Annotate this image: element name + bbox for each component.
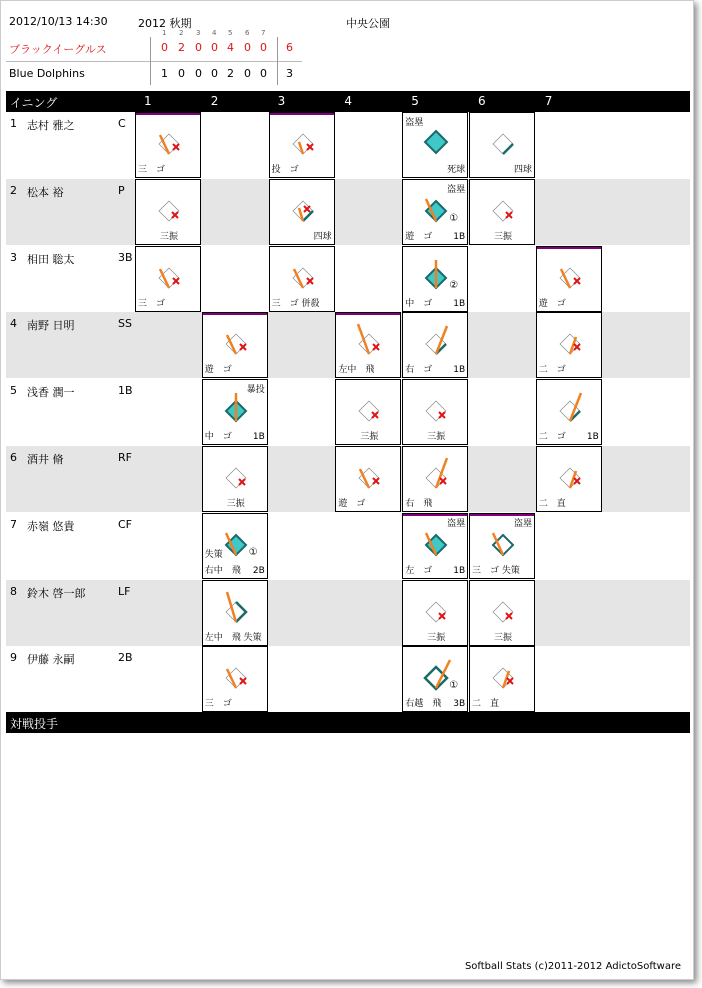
pitcher-header-bar bbox=[6, 712, 690, 733]
team-name: ブラックイーグルス bbox=[9, 43, 107, 56]
play-label: 失策 bbox=[204, 549, 223, 560]
batting-order: 4 bbox=[10, 317, 17, 331]
player-name[interactable]: 伊藤 永嗣 bbox=[27, 653, 75, 667]
play-label: 盗塁 bbox=[447, 518, 466, 529]
play-label: 二 直 bbox=[538, 499, 566, 509]
inning-runs: 2 bbox=[178, 41, 185, 54]
play-label: 右 飛 bbox=[405, 499, 433, 509]
at-bat-cell[interactable] bbox=[269, 246, 335, 312]
player-name[interactable]: 鈴木 啓一郎 bbox=[27, 586, 86, 600]
at-bat-cell[interactable] bbox=[402, 379, 468, 445]
at-bat-cell[interactable] bbox=[269, 112, 335, 178]
inning-runs: 0 bbox=[260, 67, 267, 80]
play-label: 暴投 bbox=[246, 385, 265, 396]
score-inning-index: 5 bbox=[228, 29, 233, 37]
play-label: 遊 ゴ bbox=[204, 365, 232, 376]
inning-runs: 0 bbox=[244, 41, 251, 54]
player-name[interactable]: 松本 裕 bbox=[27, 185, 64, 199]
at-bat-cell[interactable] bbox=[402, 246, 468, 312]
play-label: 1B bbox=[453, 298, 466, 309]
play-label: 1B bbox=[586, 432, 599, 443]
play-label: 遊 ゴ bbox=[338, 499, 366, 509]
score-inning-index: 3 bbox=[196, 29, 201, 37]
score-inning-index: 6 bbox=[245, 29, 250, 37]
play-label: 中 ゴ bbox=[204, 432, 232, 443]
play-label: 右 ゴ bbox=[405, 365, 433, 376]
play-label: 盗塁 bbox=[405, 118, 424, 128]
at-bat-cell[interactable] bbox=[536, 246, 602, 312]
play-label: 二 直 bbox=[472, 699, 500, 710]
inning-runs: 0 bbox=[195, 67, 202, 80]
batting-order: 8 bbox=[10, 584, 17, 598]
play-label: 中 ゴ bbox=[405, 298, 433, 309]
player-position: C bbox=[118, 117, 126, 130]
batter-row bbox=[6, 112, 690, 178]
at-bat-cell[interactable] bbox=[402, 179, 468, 245]
play-label: 四球 bbox=[513, 165, 532, 175]
at-bat-cell[interactable] bbox=[202, 580, 268, 646]
game-datetime: 2012/10/13 14:30 bbox=[9, 15, 108, 28]
play-label: 右越 飛 bbox=[405, 699, 442, 710]
at-bat-cell[interactable] bbox=[402, 513, 468, 579]
batter-row bbox=[6, 513, 690, 579]
batting-order: 7 bbox=[10, 517, 17, 531]
play-label: 三 ゴ bbox=[204, 699, 232, 710]
batter-row bbox=[6, 580, 690, 646]
player-name[interactable]: 酒井 脩 bbox=[27, 453, 64, 466]
scoreboard-divider bbox=[150, 37, 151, 85]
inning-header-bar bbox=[6, 91, 690, 112]
player-position: P bbox=[118, 183, 125, 197]
play-label: ① bbox=[449, 212, 459, 224]
player-name[interactable]: 赤嶺 悠貴 bbox=[27, 519, 75, 533]
pitcher-header-label: 対戦投手 bbox=[10, 717, 59, 731]
play-label: 左中 飛 bbox=[338, 365, 375, 376]
inning-runs: 0 bbox=[178, 67, 185, 80]
batting-order: 2 bbox=[10, 183, 17, 197]
play-label: 投 ゴ bbox=[271, 165, 299, 175]
at-bat-cell[interactable] bbox=[469, 112, 535, 178]
play-label: ① bbox=[449, 680, 459, 692]
inning-column-header: 3 bbox=[277, 94, 286, 108]
inning-runs: 0 bbox=[244, 67, 251, 80]
inning-runs: 0 bbox=[211, 67, 218, 80]
batting-order: 5 bbox=[10, 384, 17, 398]
player-name[interactable]: 浅香 潤一 bbox=[27, 386, 75, 400]
player-position: 1B bbox=[118, 384, 133, 398]
batting-order: 1 bbox=[10, 117, 17, 130]
play-label: 三振 bbox=[160, 231, 179, 242]
at-bat-cell[interactable] bbox=[335, 312, 401, 378]
at-bat-cell[interactable] bbox=[135, 112, 201, 178]
play-label: 三 ゴ 併殺 bbox=[271, 298, 320, 309]
season-label: 2012 秋期 bbox=[138, 17, 192, 30]
player-position: SS bbox=[118, 317, 132, 331]
inning-column-header: 1 bbox=[144, 94, 152, 108]
score-inning-index: 7 bbox=[261, 29, 266, 37]
at-bat-cell[interactable] bbox=[202, 312, 268, 378]
batting-order: 9 bbox=[10, 651, 17, 665]
at-bat-cell[interactable] bbox=[202, 446, 268, 512]
play-label: 三振 bbox=[427, 432, 446, 443]
player-position: LF bbox=[118, 584, 131, 598]
play-label: 2B bbox=[252, 565, 265, 576]
play-label: ② bbox=[449, 279, 459, 291]
inning-column-header: 7 bbox=[544, 94, 553, 108]
inning-column-header: 6 bbox=[478, 94, 486, 108]
play-label: ① bbox=[248, 546, 258, 558]
player-name[interactable]: 志村 雅之 bbox=[27, 119, 75, 132]
inning-runs: 0 bbox=[195, 41, 202, 54]
play-label: 1B bbox=[453, 565, 466, 576]
play-label: 死球 bbox=[447, 165, 466, 175]
inning-column-header: 2 bbox=[210, 94, 219, 108]
inning-runs: 4 bbox=[227, 41, 234, 54]
at-bat-cell[interactable] bbox=[536, 379, 602, 445]
play-label: 盗塁 bbox=[513, 518, 532, 529]
inning-runs: 0 bbox=[161, 41, 168, 54]
inning-column-header: 5 bbox=[411, 94, 419, 108]
play-label: 3B bbox=[453, 699, 466, 710]
footer-credit: Softball Stats (c)2011-2012 AdictoSoftware bbox=[464, 961, 681, 972]
play-label: 遊 ゴ bbox=[538, 298, 566, 309]
play-label: 盗塁 bbox=[447, 184, 466, 195]
inning-column-header: 4 bbox=[344, 94, 353, 108]
at-bat-cell[interactable] bbox=[402, 446, 468, 512]
at-bat-cell[interactable] bbox=[402, 112, 468, 178]
at-bat-cell[interactable] bbox=[135, 246, 201, 312]
play-label: 左中 飛 失策 bbox=[204, 632, 262, 643]
score-inning-index: 4 bbox=[212, 29, 217, 37]
venue-label: 中央公園 bbox=[346, 17, 390, 30]
inning-runs: 0 bbox=[260, 41, 267, 54]
at-bat-cell[interactable] bbox=[469, 646, 535, 712]
player-position: 3B bbox=[118, 250, 133, 264]
at-bat-cell[interactable] bbox=[402, 580, 468, 646]
play-label: 左 ゴ bbox=[405, 565, 433, 576]
at-bat-cell[interactable] bbox=[469, 580, 535, 646]
at-bat-cell[interactable] bbox=[536, 446, 602, 512]
at-bat-cell[interactable] bbox=[469, 179, 535, 245]
score-inning-index: 1 bbox=[162, 29, 167, 37]
batter-row bbox=[6, 179, 690, 245]
team-total-runs: 6 bbox=[286, 41, 293, 54]
player-name[interactable]: 相田 聡太 bbox=[27, 252, 75, 266]
play-label: 二 ゴ bbox=[538, 432, 566, 443]
score-inning-index: 2 bbox=[179, 29, 184, 37]
play-label: 1B bbox=[252, 432, 265, 443]
at-bat-cell[interactable] bbox=[335, 446, 401, 512]
inning-header-label: イニング bbox=[10, 96, 58, 110]
player-position: CF bbox=[118, 517, 133, 531]
at-bat-cell[interactable] bbox=[135, 179, 201, 245]
play-label: 三 ゴ 失策 bbox=[472, 565, 520, 576]
play-label: 三振 bbox=[494, 231, 513, 242]
at-bat-cell[interactable] bbox=[335, 379, 401, 445]
play-label: 三 ゴ bbox=[138, 298, 166, 309]
play-label: 右中 飛 bbox=[204, 565, 241, 576]
at-bat-cell[interactable] bbox=[202, 646, 268, 712]
team-name: Blue Dolphins bbox=[9, 67, 85, 80]
play-label: 四球 bbox=[313, 231, 332, 242]
inning-runs: 2 bbox=[227, 67, 234, 80]
at-bat-cell[interactable] bbox=[202, 379, 268, 445]
inning-runs: 1 bbox=[161, 67, 168, 80]
scoreboard-divider bbox=[6, 61, 302, 62]
play-label: 1B bbox=[453, 365, 466, 376]
play-label: 三振 bbox=[427, 632, 446, 643]
at-bat-cell[interactable] bbox=[202, 513, 268, 579]
play-label: 三振 bbox=[360, 432, 379, 443]
play-label: 1B bbox=[453, 231, 466, 242]
at-bat-cell[interactable] bbox=[402, 646, 468, 712]
player-name[interactable]: 南野 日明 bbox=[27, 319, 75, 333]
player-position: 2B bbox=[118, 651, 133, 665]
at-bat-cell[interactable] bbox=[402, 312, 468, 378]
play-label: 三振 bbox=[494, 632, 513, 643]
at-bat-cell[interactable] bbox=[536, 312, 602, 378]
play-label: 二 ゴ bbox=[538, 365, 566, 376]
player-position: RF bbox=[118, 451, 132, 464]
at-bat-cell[interactable] bbox=[269, 179, 335, 245]
team-total-runs: 3 bbox=[286, 67, 293, 80]
scoreboard-divider bbox=[277, 37, 278, 85]
at-bat-cell[interactable] bbox=[469, 513, 535, 579]
play-label: 三 ゴ bbox=[138, 165, 166, 175]
play-label: 遊 ゴ bbox=[405, 231, 433, 242]
batter-row bbox=[6, 646, 690, 712]
batting-order: 6 bbox=[10, 451, 17, 464]
inning-runs: 0 bbox=[211, 41, 218, 54]
play-label: 三振 bbox=[226, 499, 245, 509]
batting-order: 3 bbox=[10, 250, 17, 264]
